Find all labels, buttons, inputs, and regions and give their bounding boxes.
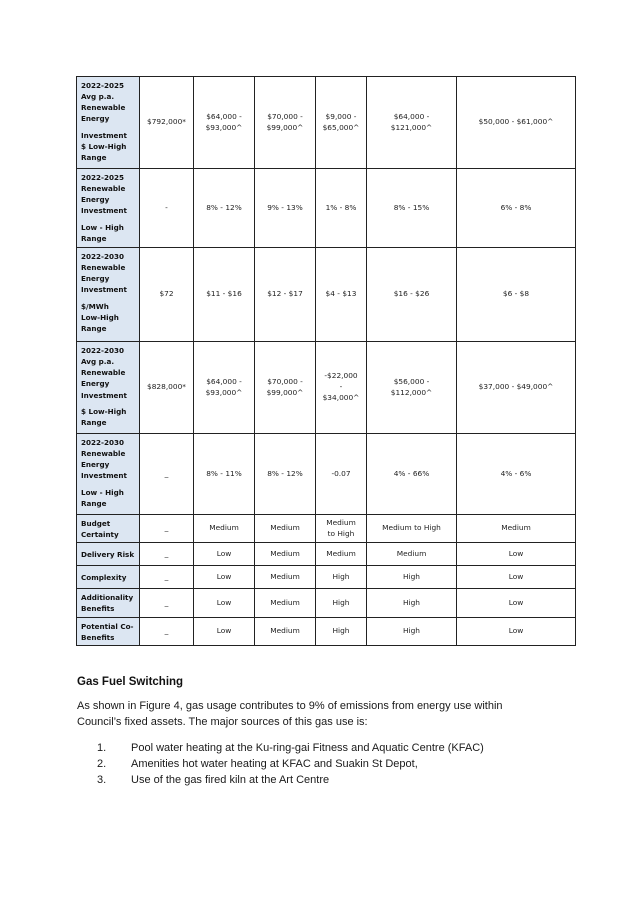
cell-text: $4 - $13: [325, 289, 357, 299]
row-label-line: $ Low-High: [81, 406, 127, 416]
cell-text: $6 - $8: [502, 289, 530, 299]
cell-text: Medium: [396, 548, 427, 558]
cell-text: Medium to High: [382, 523, 441, 533]
row-label-line: 2022-2030: [81, 438, 124, 447]
row-label-line: Complexity: [81, 573, 127, 583]
table-cell: [457, 515, 576, 543]
row-label-line: Additionality: [81, 593, 134, 603]
table-cell: [255, 77, 316, 169]
row-label-line: Investment: [81, 130, 127, 140]
table-cell: [367, 248, 457, 342]
table-cell: [140, 169, 194, 248]
row-label-line: Range: [81, 152, 107, 162]
cell-text: Medium: [326, 517, 356, 527]
table-row: [77, 169, 576, 248]
table-cell: [194, 515, 255, 543]
cell-text: Medium: [326, 548, 356, 558]
table-cell: [316, 434, 367, 515]
cell-text: 8% - 12%: [267, 468, 303, 478]
table-cell: [457, 248, 576, 342]
table-cell: [194, 543, 255, 566]
cell-text: $9,000 -: [325, 111, 357, 121]
cell-text: -0.07: [331, 468, 351, 478]
cell-text: $34,000^: [322, 392, 360, 402]
row-label-line: Range: [81, 233, 107, 243]
section-heading: Gas Fuel Switching: [77, 676, 184, 688]
row-label-line: Range: [81, 498, 107, 508]
row-label-line: Renewable: [81, 368, 126, 378]
cell-text: Low: [216, 548, 232, 558]
table-cell: [140, 342, 194, 434]
table-row: [77, 543, 576, 566]
cell-text: $65,000^: [322, 122, 360, 132]
table-cell: [367, 543, 457, 566]
cell-text: $16 - $26: [393, 289, 430, 299]
list-item-number: 2.: [97, 758, 107, 770]
row-label-line: Renewable: [81, 184, 126, 194]
row-label: [77, 169, 140, 248]
table-cell: [457, 169, 576, 248]
cell-text: $70,000 -: [267, 111, 303, 121]
row-label-line: Energy: [81, 114, 110, 124]
row-label-line: Benefits: [81, 632, 115, 642]
row-label-line: 2022-2025: [81, 173, 124, 182]
table-row: [77, 77, 576, 169]
table-cell: [316, 543, 367, 566]
row-label-line: Low - High: [81, 487, 124, 497]
cell-text: Medium: [270, 625, 300, 635]
list-item-text: Use of the gas fired kiln at the Art Centre: [131, 774, 330, 786]
cell-text: Medium: [270, 548, 300, 558]
table-cell: [457, 77, 576, 169]
table-row: [77, 248, 576, 342]
cell-text: High: [332, 597, 350, 607]
section-paragraph: As shown in Figure 4, gas usage contributes to 9% of emissions from energy use within Council’s fixed assets. The major sources of this gas use is:: [77, 700, 503, 728]
row-label-line: Renewable: [81, 449, 126, 459]
row-label: [77, 617, 140, 645]
cell-text: Medium: [270, 523, 300, 533]
cell-text: Medium: [501, 523, 531, 533]
cell-text: 6% - 8%: [500, 202, 532, 212]
table-cell: [255, 617, 316, 645]
table-cell: [194, 77, 255, 169]
cell-text: Low: [508, 597, 524, 607]
cell-text: -$22,000: [324, 371, 358, 381]
row-label-line: $/MWh: [81, 301, 109, 311]
cell-text: $99,000^: [266, 387, 304, 397]
list-item-text: Amenities hot water heating at KFAC and Suakin St Depot,: [131, 758, 418, 770]
cell-text: _: [164, 523, 169, 533]
row-label-line: Energy: [81, 274, 110, 284]
row-label-line: $ Low-High: [81, 141, 127, 151]
row-label-line: Delivery Risk: [81, 550, 135, 560]
cell-text: $64,000 -: [206, 111, 242, 121]
row-label-line: Avg p.a.: [81, 92, 115, 102]
table-cell: [367, 77, 457, 169]
row-label-line: Renewable: [81, 103, 126, 113]
cell-text: High: [332, 625, 350, 635]
row-label: [77, 248, 140, 342]
table-row: [77, 566, 576, 589]
cell-text: Medium: [270, 597, 300, 607]
cell-text: $64,000 -: [206, 376, 242, 386]
table-body: [77, 77, 576, 646]
table-cell: [140, 617, 194, 645]
cell-text: _: [164, 571, 169, 581]
cell-text: $11 - $16: [206, 289, 242, 299]
table-cell: [316, 169, 367, 248]
cell-text: 8% - 12%: [206, 202, 242, 212]
table-cell: [194, 169, 255, 248]
row-label: [77, 543, 140, 566]
table-cell: [194, 589, 255, 617]
cell-text: _: [164, 597, 169, 607]
cell-text: Medium: [270, 571, 300, 581]
table-row: [77, 434, 576, 515]
row-label-line: Potential Co-: [81, 621, 134, 631]
table-cell: [194, 342, 255, 434]
row-label-line: Benefits: [81, 604, 115, 614]
cell-text: $112,000^: [390, 387, 433, 397]
cell-text: $828,000*: [147, 382, 186, 392]
table-cell: [316, 589, 367, 617]
table-cell: [140, 543, 194, 566]
table-cell: [457, 342, 576, 434]
cell-text: $37,000 - $49,000^: [478, 382, 554, 392]
table-cell: [316, 342, 367, 434]
table-cell: [140, 248, 194, 342]
table-cell: [255, 434, 316, 515]
table-cell: [140, 566, 194, 589]
row-label-line: Avg p.a.: [81, 357, 115, 367]
table-cell: [457, 543, 576, 566]
table-cell: [255, 342, 316, 434]
cell-text: Low: [508, 625, 524, 635]
table-cell: [316, 566, 367, 589]
cell-text: High: [403, 571, 420, 581]
table-cell: [367, 566, 457, 589]
table-cell: [255, 169, 316, 248]
gas-sources-list: [77, 740, 484, 788]
cell-text: High: [332, 571, 350, 581]
row-label-line: Range: [81, 417, 107, 427]
cell-text: High: [403, 597, 420, 607]
table-cell: [140, 77, 194, 169]
table-cell: [255, 515, 316, 543]
cell-text: 4% - 6%: [500, 468, 532, 478]
cell-text: High: [403, 625, 420, 635]
cell-text: Low: [508, 571, 524, 581]
cell-text: $70,000 -: [267, 376, 303, 386]
cell-text: $56,000 -: [393, 376, 430, 386]
row-label-line: 2022-2030: [81, 252, 124, 261]
table-cell: [194, 248, 255, 342]
table-cell: [367, 434, 457, 515]
table-row: [77, 617, 576, 645]
cell-text: to High: [327, 528, 355, 538]
cell-text: 1% - 8%: [325, 202, 357, 212]
row-label-line: Investment: [81, 390, 127, 400]
cell-text: 8% - 15%: [393, 202, 430, 212]
cell-text: Low: [508, 548, 524, 558]
table-cell: [367, 342, 457, 434]
row-label-line: Certainty: [81, 530, 119, 540]
row-label-line: Budget: [81, 519, 111, 528]
table-cell: [140, 589, 194, 617]
cell-text: Low: [216, 597, 232, 607]
cell-text: _: [164, 625, 169, 635]
cell-text: -: [339, 382, 343, 392]
cell-text: $93,000^: [205, 122, 243, 132]
table-cell: [367, 515, 457, 543]
row-label-line: Energy: [81, 195, 110, 205]
list-item: [77, 772, 484, 788]
cell-text: _: [164, 468, 169, 478]
row-label-line: 2022-2030: [81, 346, 124, 355]
cell-text: Medium: [209, 523, 239, 533]
row-label: [77, 566, 140, 589]
table-cell: [457, 434, 576, 515]
table-cell: [316, 248, 367, 342]
row-label-line: Range: [81, 323, 107, 333]
table-cell: [367, 169, 457, 248]
table-cell: [316, 515, 367, 543]
cell-text: $64,000 -: [393, 111, 430, 121]
comparison-table: [76, 76, 576, 646]
table-row: [77, 342, 576, 434]
row-label: [77, 589, 140, 617]
cell-text: $121,000^: [390, 122, 433, 132]
table-cell: [194, 434, 255, 515]
cell-text: $50,000 - $61,000^: [478, 117, 554, 127]
table-cell: [255, 566, 316, 589]
row-label-line: Investment: [81, 206, 127, 216]
table-cell: [367, 589, 457, 617]
cell-text: $12 - $17: [267, 289, 303, 299]
row-label: [77, 434, 140, 515]
row-label: [77, 77, 140, 169]
cell-text: 8% - 11%: [206, 468, 242, 478]
row-label-line: Low-High: [81, 312, 119, 322]
cell-text: $72: [159, 289, 174, 299]
cell-text: 9% - 13%: [267, 202, 303, 212]
list-item: [77, 740, 484, 756]
cell-text: Low: [216, 571, 232, 581]
cell-text: $93,000^: [205, 387, 243, 397]
cell-text: $99,000^: [266, 122, 304, 132]
table-cell: [316, 77, 367, 169]
table-row: [77, 589, 576, 617]
row-label-line: Investment: [81, 285, 127, 295]
row-label-line: Renewable: [81, 263, 126, 273]
table-cell: [457, 589, 576, 617]
row-label-line: Low - High: [81, 222, 124, 232]
table-row: [77, 515, 576, 543]
list-item-number: 3.: [97, 774, 107, 786]
table-cell: [255, 589, 316, 617]
table-cell: [140, 515, 194, 543]
table-cell: [255, 543, 316, 566]
table-cell: [367, 617, 457, 645]
cell-text: Low: [216, 625, 232, 635]
cell-text: $792,000*: [147, 117, 186, 127]
list-item-number: 1.: [97, 742, 107, 754]
table-cell: [316, 617, 367, 645]
list-item-text: Pool water heating at the Ku-ring-gai Fitness and Aquatic Centre (KFAC): [131, 742, 484, 754]
cell-text: _: [164, 548, 169, 558]
row-label: [77, 342, 140, 434]
table-cell: [194, 617, 255, 645]
table-cell: [255, 248, 316, 342]
row-label-line: 2022-2025: [81, 81, 124, 90]
table-cell: [457, 566, 576, 589]
cell-text: 4% - 66%: [393, 468, 430, 478]
cell-text: -: [165, 202, 168, 212]
row-label-line: Energy: [81, 379, 110, 389]
table-cell: [140, 434, 194, 515]
row-label-line: Investment: [81, 471, 127, 481]
row-label: [77, 515, 140, 543]
list-item: [77, 756, 484, 772]
table-cell: [457, 617, 576, 645]
table-cell: [194, 566, 255, 589]
row-label-line: Energy: [81, 460, 110, 470]
